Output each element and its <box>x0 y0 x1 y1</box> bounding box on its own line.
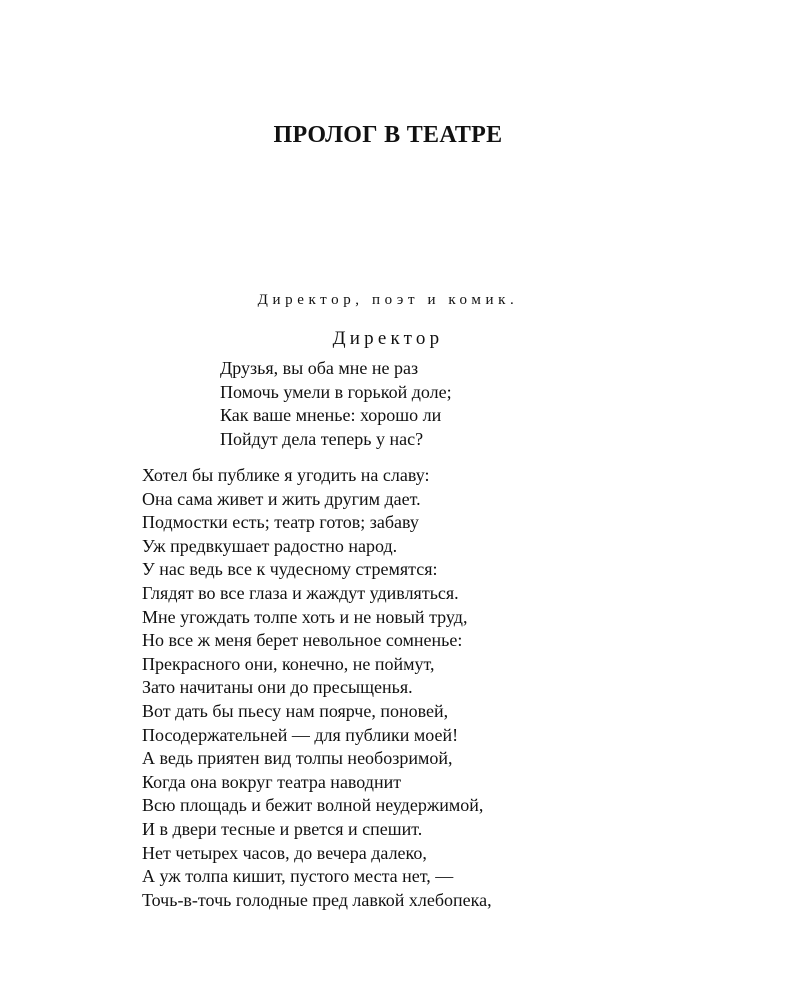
verse-line: У нас ведь все к чудесному стремятся: <box>142 559 438 580</box>
verse-line: Как ваше мненье: хорошо ли <box>220 405 442 426</box>
verse-line: Посодержательней — для публики моей! <box>142 724 459 745</box>
verse-line: Но все ж меня берет невольное сомненье: <box>142 630 463 651</box>
cast-list: Директор, поэт и комик. <box>257 292 519 308</box>
verse-line: Зато начитаны они до пресыщенья. <box>142 677 413 698</box>
verse-line: Хотел бы публике я угодить на славу: <box>142 465 430 485</box>
verse-line: Помочь умели в горькой доле; <box>220 381 452 402</box>
verse-line: А ведь приятен вид толпы необозримой, <box>142 748 453 769</box>
stanza-1 <box>220 357 452 451</box>
verse-line: Мне угождать толпе хоть и не новый труд, <box>142 606 468 627</box>
verse-line: Глядят во все глаза и жаждут удивляться. <box>142 582 459 603</box>
verse-line: И в двери тесные и рвется и спешит. <box>142 818 423 839</box>
verse-line: Пойдут дела теперь у нас? <box>220 428 424 449</box>
verse-line: Уж предвкушает радостно народ. <box>142 535 398 556</box>
verse-line: А уж толпа кишит, пустого места нет, — <box>142 866 454 887</box>
verse-line: Точь-в-точь голодные пред лавкой хлебопека, <box>142 889 492 910</box>
verse-line: Подмостки есть; театр готов; забаву <box>142 512 419 533</box>
verse-line: Нет четырех часов, до вечера далеко, <box>142 842 427 863</box>
verse-line: Она сама живет и жить другим дает. <box>142 488 421 509</box>
speaker-name: Директор <box>332 328 444 349</box>
verse-line: Прекрасного они, конечно, не поймут, <box>142 653 435 674</box>
verse-line: Вот дать бы пьесу нам поярче, поновей, <box>142 700 449 721</box>
verse-line: Всю площадь и бежит волной неудержимой, <box>142 795 484 816</box>
verse-line: Друзья, вы оба мне не раз <box>220 358 419 378</box>
verse-line: Когда она вокруг театра наводнит <box>142 771 402 792</box>
stanza-2 <box>142 464 492 912</box>
chapter-title: ПРОЛОГ В ТЕАТРЕ <box>273 122 503 148</box>
